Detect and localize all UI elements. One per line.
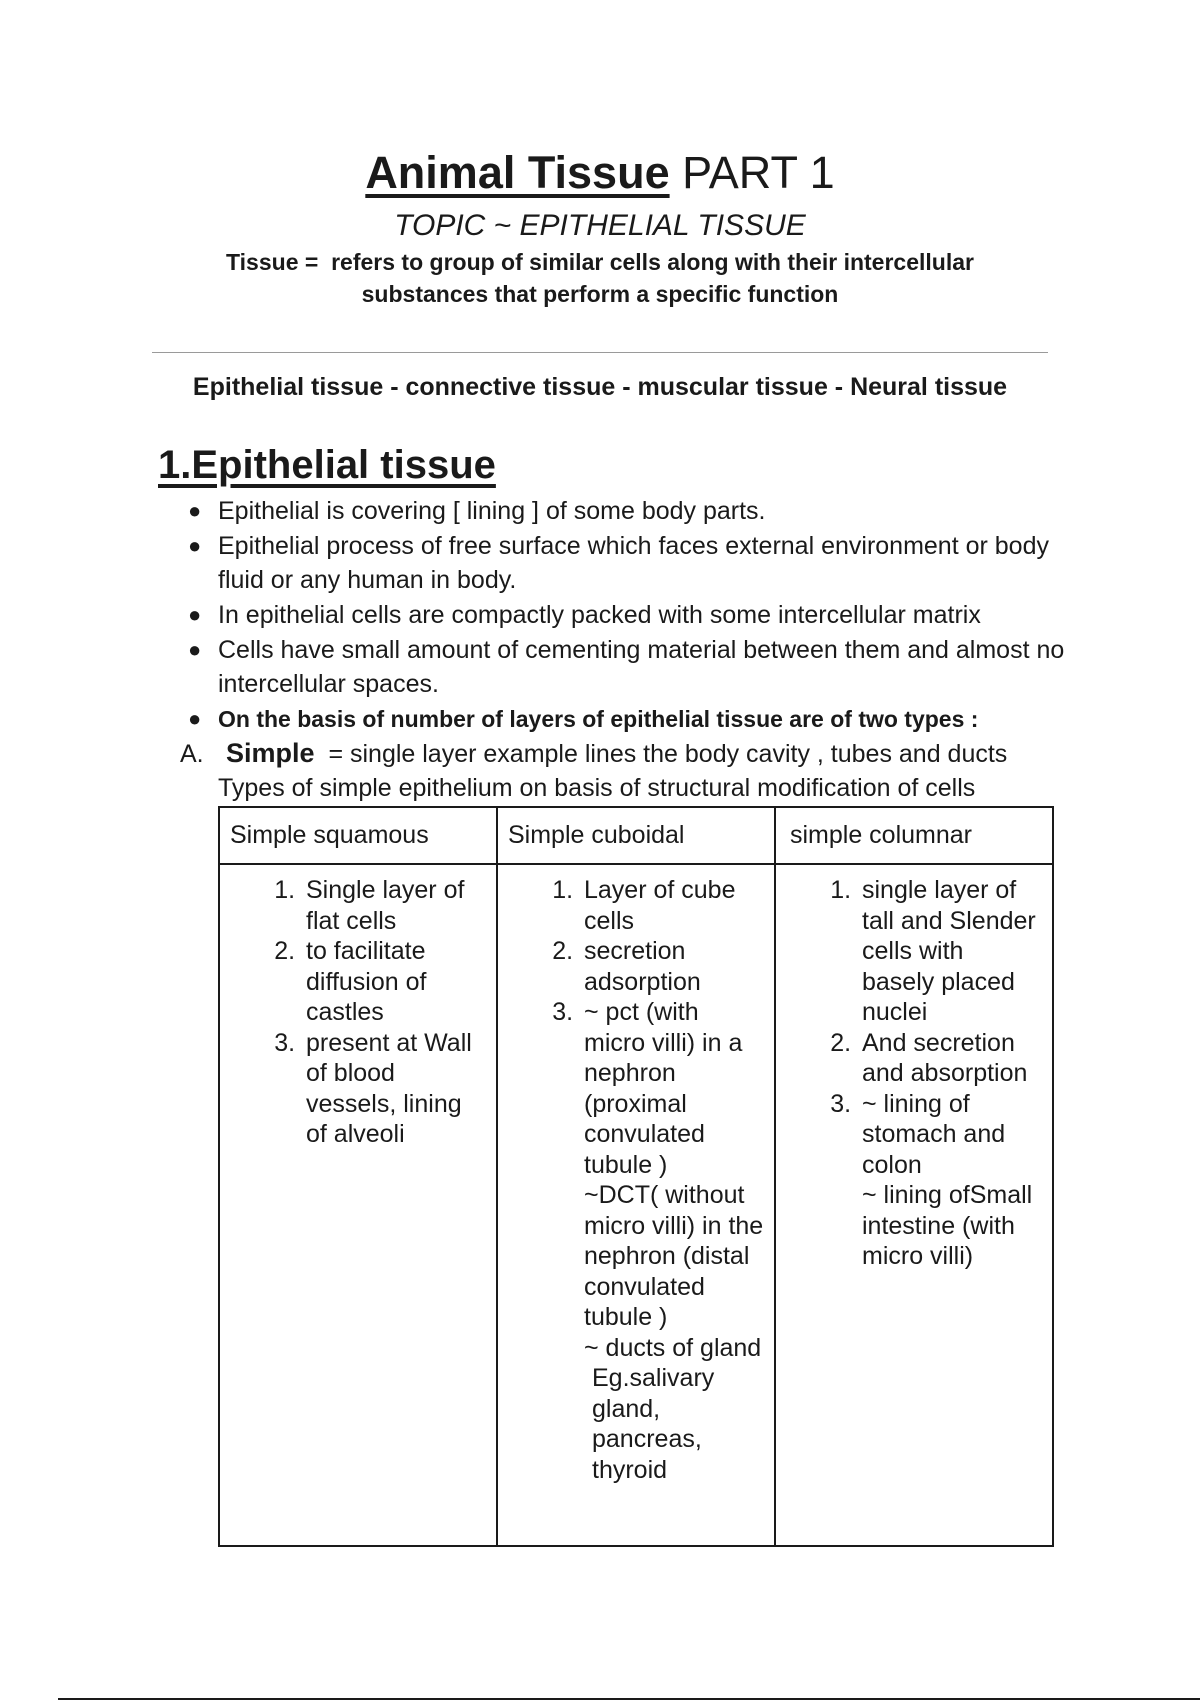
cell-cuboidal (497, 864, 775, 1546)
list-item: 1. Single layer of flat cells (302, 875, 486, 936)
definition-text: refers to group of similar cells along with their intercellular substances that perform a specific function (331, 249, 974, 307)
cell-squamous (219, 864, 497, 1546)
tissue-definition (190, 246, 1010, 310)
list-item: 2. to facilitate diffusion of castles (302, 936, 486, 1028)
columnar-extra: ~ lining ofSmall intestine (with micro villi) (862, 1181, 1033, 1270)
title-suffix: PART 1 (682, 147, 835, 198)
list-item: 3. ~ lining of stomach and colon ~ lining ofSmall intestine (with micro villi) (858, 1089, 1042, 1272)
list-item: ● Epithelial process of free surface which faces external environment or body fluid or any human in body. (218, 529, 1068, 597)
column-header-columnar: simple columnar (775, 807, 1053, 864)
list-item: ● On the basis of number of layers of epithelial tissue are of two types : (218, 702, 1068, 736)
bullet-list (188, 494, 1068, 737)
list-item: ● Cells have small amount of cementing material between them and almost no intercellular spaces. (218, 633, 1068, 701)
bullet-icon: ● (188, 706, 202, 731)
list-item: ● Epithelial is covering [ lining ] of some body parts. (218, 494, 1068, 528)
simple-term: Simple (226, 738, 315, 768)
tissue-types-line: Epithelial tissue - connective tissue - muscular tissue - Neural tissue (192, 373, 1008, 401)
horizontal-divider (152, 352, 1048, 353)
table-row (219, 864, 1053, 1546)
list-item: 1. single layer of tall and Slender cells with basely placed nuclei (858, 875, 1042, 1028)
squamous-list (230, 875, 486, 1150)
cell-columnar (775, 864, 1053, 1546)
list-item: 3. present at Wall of blood vessels, lining of alveoli (302, 1028, 486, 1150)
cuboidal-extra: Eg.salivary gland, pancreas, thyroid (592, 1364, 715, 1484)
list-item: 2. secretion adsorption (580, 936, 764, 997)
bullet-icon: ● (188, 498, 202, 523)
cuboidal-extra: ~ ducts of gland (584, 1333, 762, 1362)
table-header-row (219, 807, 1053, 864)
bullet-icon: ● (188, 637, 202, 662)
list-item: ● In epithelial cells are compactly packed with some intercellular matrix (218, 598, 1068, 632)
simple-epithelium-line (180, 736, 1080, 771)
page-title (0, 145, 1200, 201)
column-header-squamous: Simple squamous (219, 807, 497, 864)
epithelium-table (218, 806, 1054, 1547)
list-item: 2. And secretion and absorption (858, 1028, 1042, 1089)
bullet-icon: ● (188, 533, 202, 558)
columnar-list (786, 875, 1042, 1272)
simple-types-intro: Types of simple epithelium on basis of structural modification of cells (218, 774, 976, 802)
column-header-cuboidal: Simple cuboidal (497, 807, 775, 864)
title-main: Animal Tissue (365, 147, 670, 198)
cuboidal-list (508, 875, 764, 1485)
list-letter: A. (180, 740, 204, 768)
definition-label: Tissue = (226, 249, 319, 275)
simple-description: = single layer example lines the body cavity , tubes and ducts (328, 740, 1008, 768)
cuboidal-extra: ~DCT( without micro villi) in the nephron (distal convulated tubule ) (584, 1181, 764, 1331)
page-subtitle: TOPIC ~ EPITHELIAL TISSUE (394, 209, 806, 242)
bullet-icon: ● (188, 602, 202, 627)
section-heading: 1.Epithelial tissue (158, 443, 496, 487)
list-item: 1. Layer of cube cells (580, 875, 764, 936)
list-item: 3. ~ pct (with micro villi) in a nephron (proximal convulated tubule ) ~DCT( without micro villi) in the nephron (distal convulated tubule ) ~ ducts of gland Eg.salivary gland, pancreas, thyroid (580, 997, 764, 1485)
